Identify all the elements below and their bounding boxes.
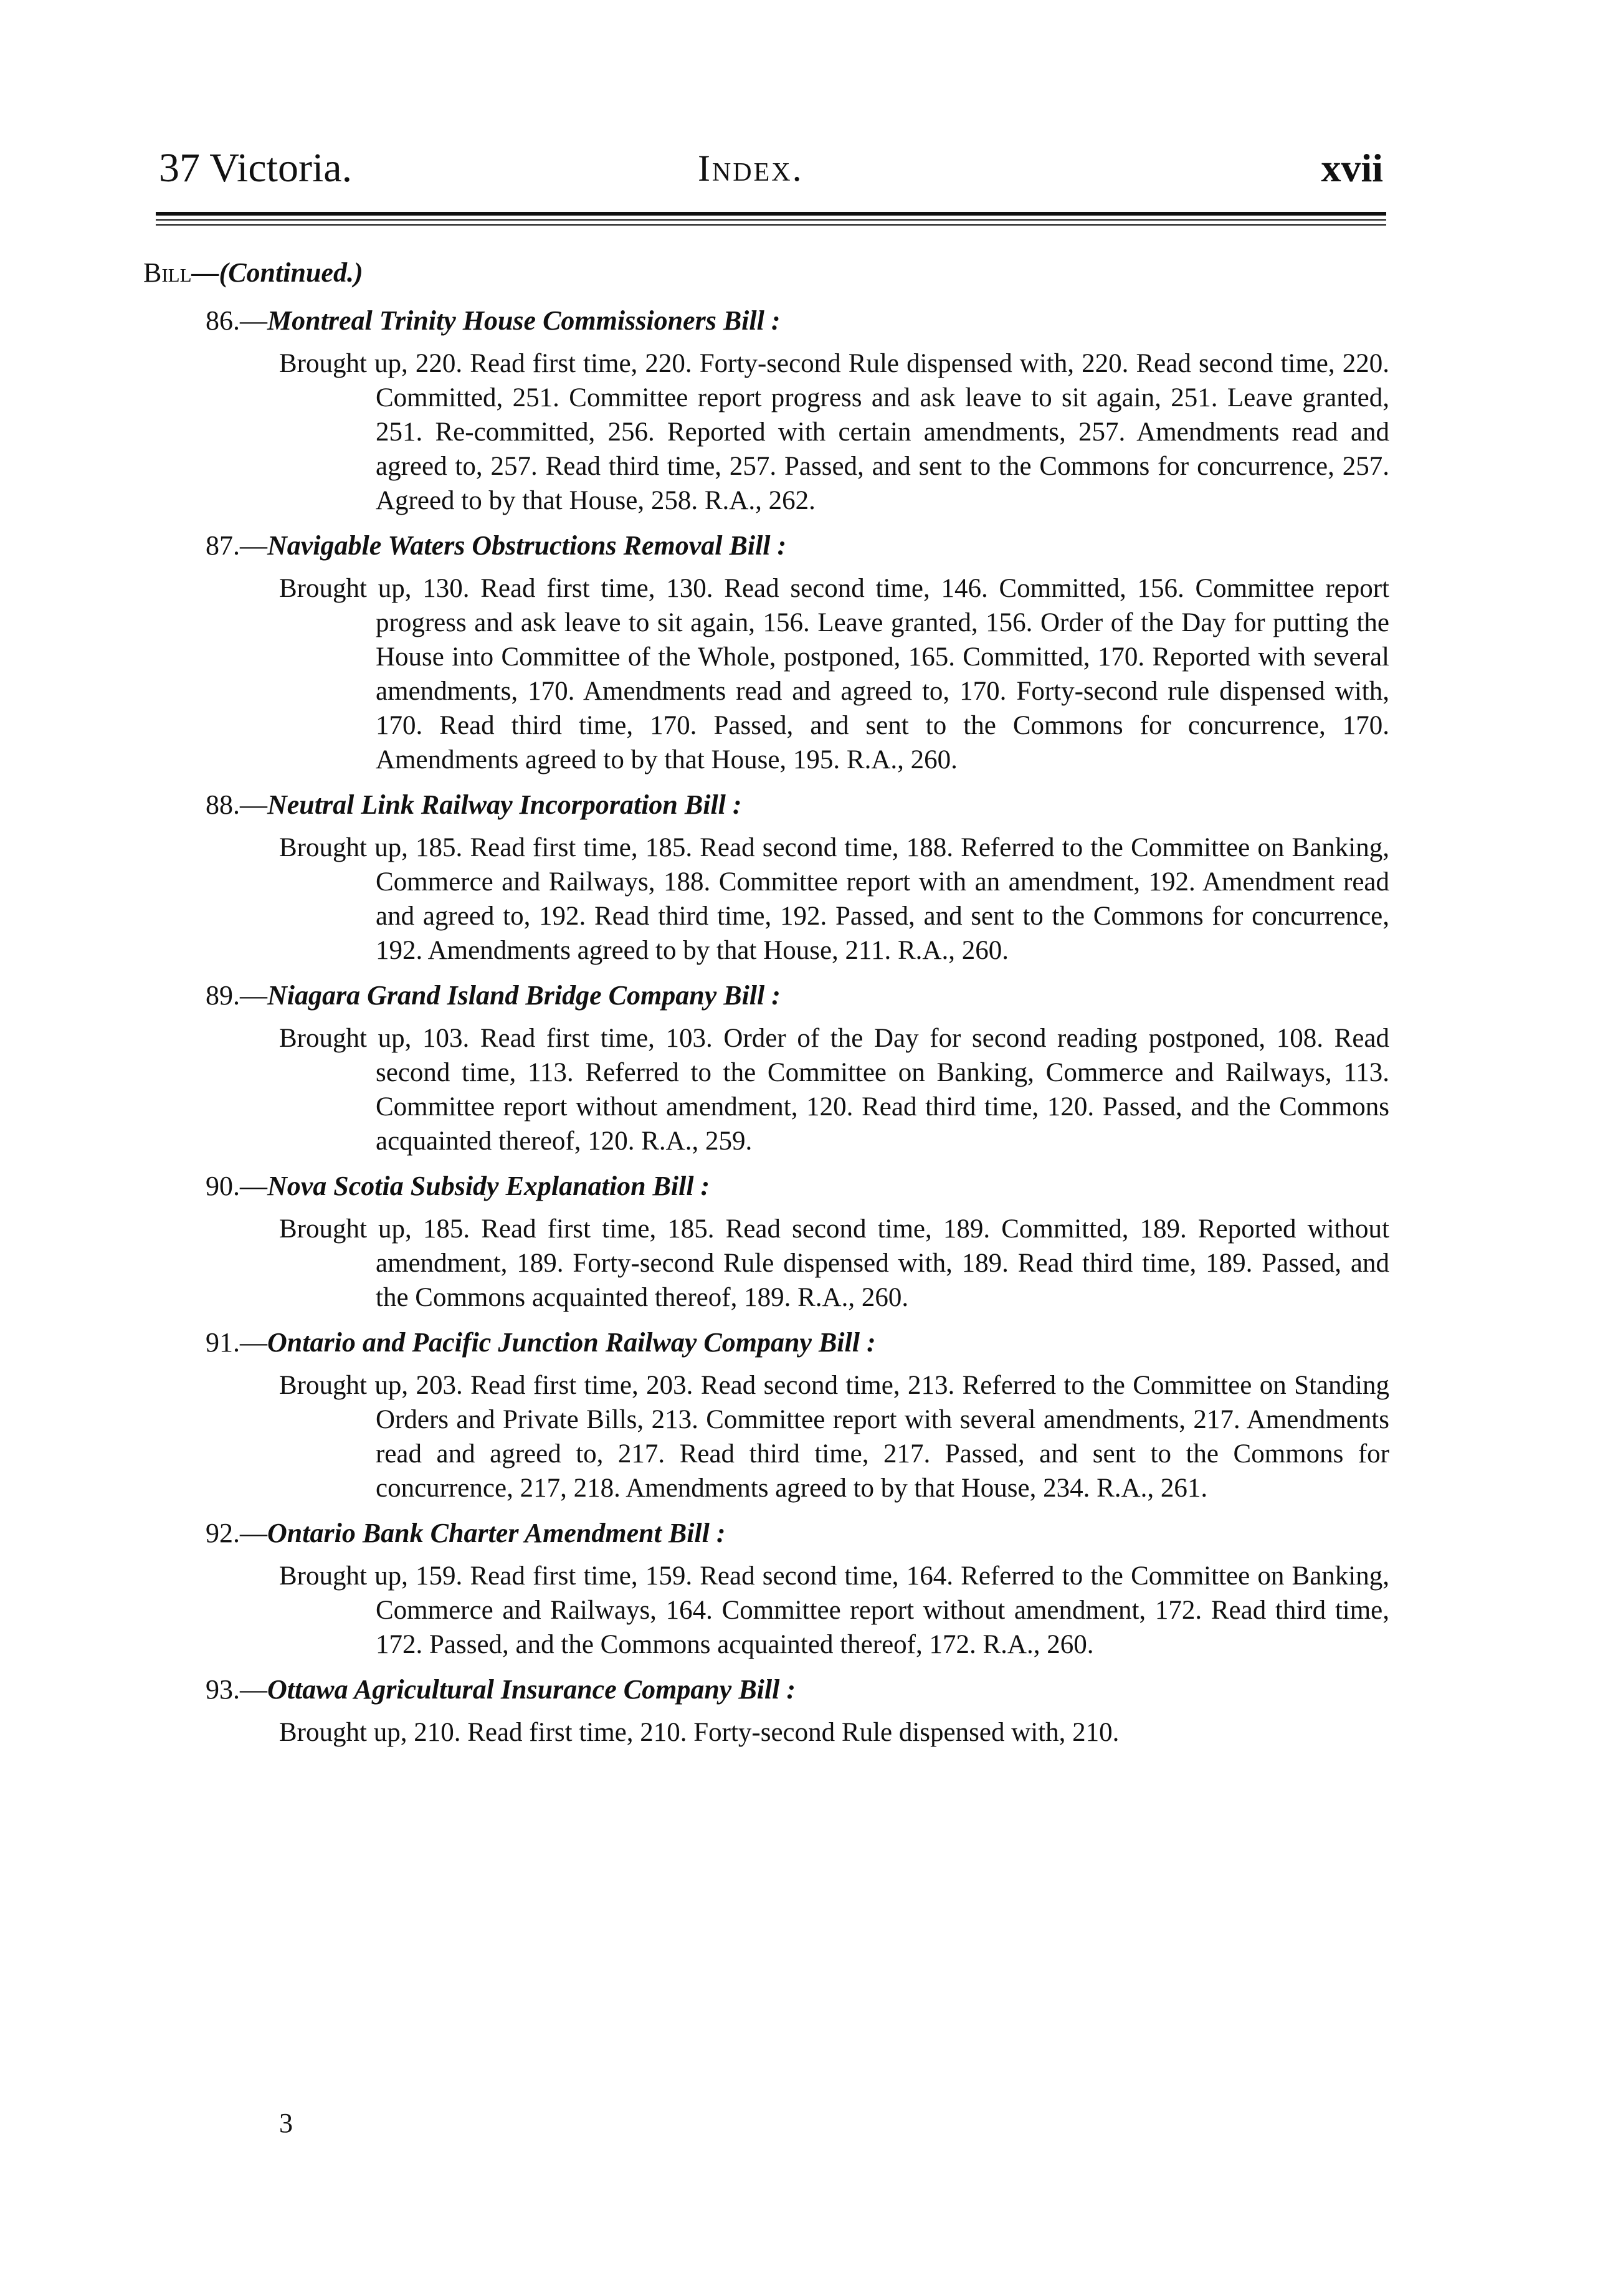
section-continued: —(Continued.) xyxy=(191,257,363,288)
index-entry xyxy=(206,528,1389,777)
section-label: Bill xyxy=(143,257,192,288)
entry-body: Brought up, 159. Read first time, 159. Read second time, 164. Referred to the Committee on Banking, Commerce and Railways, 164. Committee report without amendment, 172. Read third time, 172. Passed, and the Commons acquainted thereof, 172. R.A., 260. xyxy=(279,1561,1389,1659)
entry-title xyxy=(206,1325,1389,1361)
entry-title xyxy=(206,978,1389,1014)
index-entry xyxy=(206,1168,1389,1315)
entry-number: 90.— xyxy=(206,1171,267,1201)
entry-name: Nova Scotia Subsidy Explanation Bill : xyxy=(267,1171,710,1201)
entry-name: Montreal Trinity House Commissioners Bill : xyxy=(267,305,781,336)
entry-number: 89.— xyxy=(206,980,267,1011)
entry-title xyxy=(206,1672,1389,1708)
signature-mark: 3 xyxy=(279,2108,293,2138)
entry-title xyxy=(206,1168,1389,1204)
page-header xyxy=(159,140,1383,196)
header-rule-thin-lower xyxy=(156,224,1386,226)
entry-name: Ottawa Agricultural Insurance Company Bill : xyxy=(267,1674,796,1705)
entry-title xyxy=(206,303,1389,339)
entry-name: Ontario and Pacific Junction Railway Company Bill : xyxy=(267,1327,876,1358)
entry-body: Brought up, 185. Read first time, 185. Read second time, 189. Committed, 189. Reported without amendment, 189. Forty-second Rule dispensed with, 189. Read third time, 189. Passed, and the Commons acquainted thereof, 189. R.A., 260. xyxy=(279,1214,1389,1312)
entry-number: 87.— xyxy=(206,530,267,561)
index-entry xyxy=(206,787,1389,968)
entry-body: Brought up, 130. Read first time, 130. Read second time, 146. Committed, 156. Committee report progress and ask leave to sit again, 156. Leave granted, 156. Order of the Day for putting the House into Committee of the Whole, postponed, 165. Committed, 170. Reported with several amendments, 170. Amendments read and agreed to, 170. Forty-second rule dispensed with, 170. Read third time, 170. Passed, and sent to the Commons for concurrence, 170. Amendments agreed to by that House, 195. R.A., 260. xyxy=(279,574,1389,774)
entry-title xyxy=(206,1515,1389,1551)
entry-name: Navigable Waters Obstructions Removal Bill : xyxy=(267,530,787,561)
page-number: xvii xyxy=(1321,146,1383,190)
index-entry xyxy=(206,1515,1389,1662)
section-heading xyxy=(143,254,363,292)
running-head-left: 37 Victoria. xyxy=(159,145,353,191)
entry-number: 91.— xyxy=(206,1327,267,1358)
entry-body: Brought up, 210. Read first time, 210. Forty-second Rule dispensed with, 210. xyxy=(279,1718,1120,1747)
entry-number: 86.— xyxy=(206,305,267,336)
entry-name: Niagara Grand Island Bridge Company Bill : xyxy=(267,980,781,1011)
index-entry xyxy=(206,978,1389,1158)
entry-title xyxy=(206,787,1389,823)
entry-number: 88.— xyxy=(206,789,267,820)
entry-number: 93.— xyxy=(206,1674,267,1705)
entry-name: Neutral Link Railway Incorporation Bill : xyxy=(267,789,742,820)
entry-body: Brought up, 185. Read first time, 185. Read second time, 188. Referred to the Committee on Banking, Commerce and Railways, 188. Committee report with an amendment, 192. Amendment read and agreed to, 192. Read third time, 192. Passed, and sent to the Commons for concurrence, 192. Amendments agreed to by that House, 211. R.A., 260. xyxy=(279,833,1389,965)
entry-title xyxy=(206,528,1389,564)
entry-body: Brought up, 203. Read first time, 203. Read second time, 213. Referred to the Committee on Standing Orders and Private Bills, 213. Committee report with several amendments, 217. Amendments read and agreed to, 217. Read third time, 217. Passed, and sent to the Commons for concurrence, 217, 218. Amendments agreed to by that House, 234. R.A., 261. xyxy=(279,1371,1389,1503)
header-rule-thick xyxy=(156,212,1386,216)
header-rule-thin xyxy=(156,219,1386,221)
running-head-center: Index. xyxy=(698,148,804,189)
entry-body: Brought up, 220. Read first time, 220. Forty-second Rule dispensed with, 220. Read second time, 220. Committed, 251. Committee report progress and ask leave to sit again, 251. Leave granted, 251. Re-committed, 256. Reported with certain amendments, 257. Amendments read and agreed to, 257. Read third time, 257. Passed, and sent to the Commons for concurrence, 257. Agreed to by that House, 258. R.A., 262. xyxy=(279,349,1389,515)
entry-name: Ontario Bank Charter Amendment Bill : xyxy=(267,1518,726,1548)
index-entry xyxy=(206,1325,1389,1505)
entry-list xyxy=(206,303,1389,1760)
entry-body: Brought up, 103. Read first time, 103. Order of the Day for second reading postponed, 108. Read second time, 113. Referred to the Committee on Banking, Commerce and Railways, 113. Committee report without amendment, 120. Read third time, 120. Passed, and the Commons acquainted thereof, 120. R.A., 259. xyxy=(279,1024,1389,1156)
index-entry xyxy=(206,303,1389,518)
entry-number: 92.— xyxy=(206,1518,267,1548)
index-entry xyxy=(206,1672,1389,1750)
